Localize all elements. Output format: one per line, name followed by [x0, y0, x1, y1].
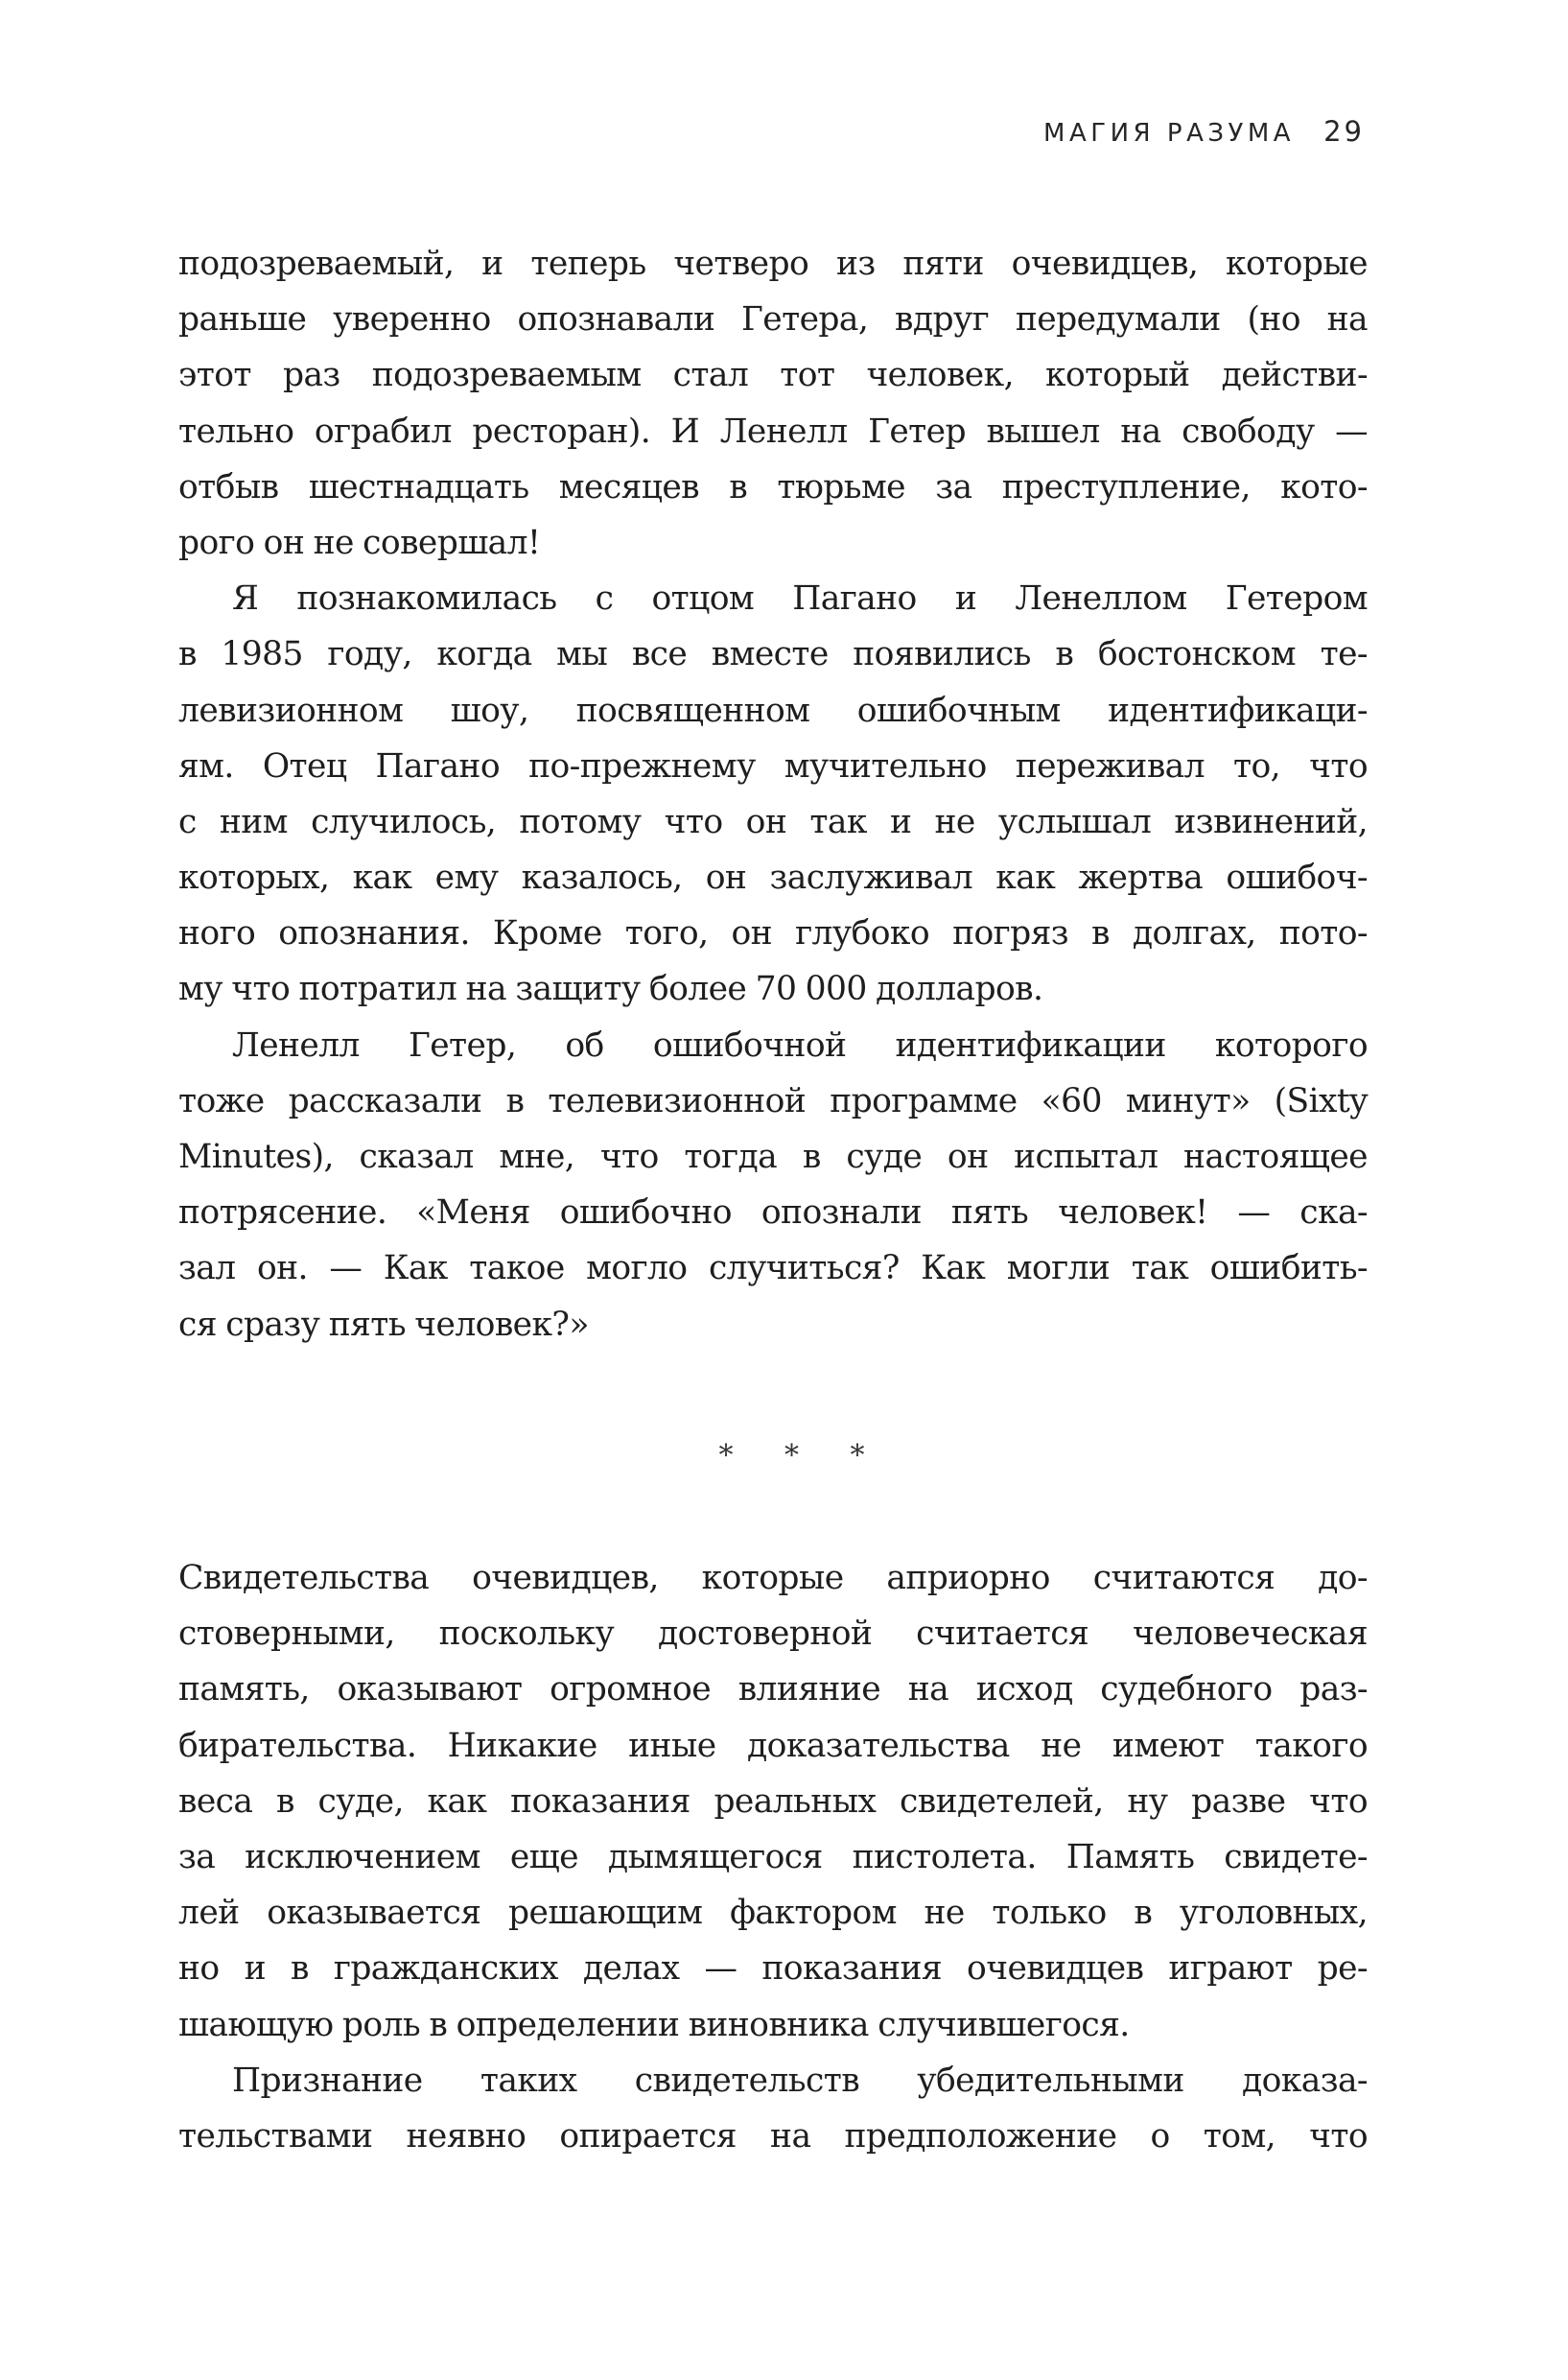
- text-line: в 1985 году, когда мы все вместе появились в бостонском те-: [178, 635, 1368, 674]
- text-line: шающую роль в определении виновника случившегося.: [178, 2005, 1130, 2044]
- text-line: которых, как ему казалось, он заслуживал как жертва ошибоч-: [178, 859, 1368, 898]
- text-line: ного опознания. Кроме того, он глубоко погряз в долгах, пото-: [178, 914, 1368, 954]
- text-line: ям. Отец Пагано по-прежнему мучительно переживал то, что: [178, 746, 1368, 786]
- text-line: Свидетельства очевидцев, которые априорно считаются до-: [178, 1559, 1368, 1597]
- text-block-1: [178, 236, 1368, 1353]
- text-line: тоже рассказали в телевизионной программе «60 минут» (Sixty: [178, 1081, 1368, 1120]
- text-line: му что потратил на защиту более 70 000 долларов.: [178, 970, 1043, 1009]
- text-line: память, оказывают огромное влияние на исход судебного раз-: [178, 1670, 1368, 1709]
- text-line: с ним случилось, потому что он так и не услышал извинений,: [178, 802, 1368, 841]
- text-line: рого он не совершал!: [178, 523, 541, 562]
- text-line: веса в суде, как показания реальных свидетелей, ну разве что: [178, 1781, 1368, 1821]
- text-line: стоверными, поскольку достоверной считается человеческая: [178, 1614, 1368, 1654]
- text-line: отбыв шестнадцать месяцев в тюрьме за преступление, кото-: [178, 467, 1368, 507]
- text-line: Я познакомилась с отцом Пагано и Ленеллом Гетером: [232, 579, 1368, 619]
- text-line: лей оказывается решающим фактором не только в уголовных,: [178, 1894, 1368, 1933]
- text-line: но и в гражданских делах — показания очевидцев играют ре-: [178, 1949, 1368, 1989]
- text-line: Ленелл Гетер, об ошибочной идентификации которого: [232, 1025, 1368, 1065]
- text-line: за исключением еще дымящегося пистолета. Память свидете-: [178, 1837, 1368, 1876]
- text-line: подозреваемый, и теперь четверо из пяти очевидцев, которые: [178, 245, 1368, 283]
- text-line: зал он. — Как такое могло случиться? Как могли так ошибить-: [178, 1249, 1368, 1288]
- text-line: потрясение. «Меня ошибочно опознали пять человек! — ска-: [178, 1193, 1368, 1233]
- text-line: раньше уверенно опознавали Гетера, вдруг передумали (но на: [178, 300, 1368, 340]
- text-line: бирательства. Никакие иные доказательства не имеют такого: [178, 1726, 1368, 1765]
- text-line: этот раз подозреваемым стал тот человек, который действи-: [178, 356, 1368, 395]
- text-line: Признание таких свидетельств убедительными доказа-: [232, 2061, 1368, 2100]
- running-header: [1043, 115, 1365, 148]
- text-block-2: [178, 1550, 1368, 2164]
- running-title: МАГИЯ РАЗУМА: [1043, 119, 1296, 148]
- section-separator: * * *: [718, 1439, 886, 1473]
- text-line: тельно ограбил ресторан). И Ленелл Гетер вышел на свободу —: [178, 412, 1368, 451]
- text-line: тельствами неявно опирается на предположение о том, что: [178, 2116, 1368, 2156]
- page-number: 29: [1323, 115, 1365, 148]
- text-line: ся сразу пять человек?»: [178, 1305, 589, 1344]
- text-line: левизионном шоу, посвященном ошибочным идентификаци-: [178, 691, 1368, 730]
- text-line: Minutes), сказал мне, что тогда в суде он испытал настоящее: [178, 1138, 1368, 1176]
